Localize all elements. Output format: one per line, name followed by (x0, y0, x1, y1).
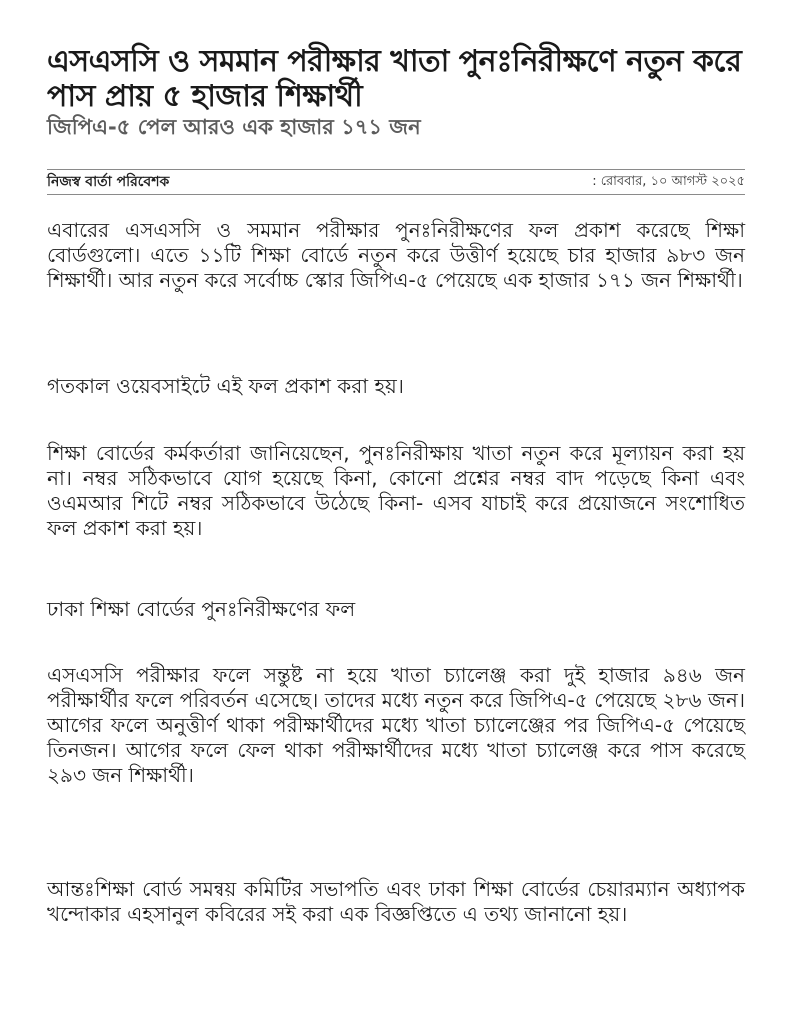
paragraph-intro: এবারের এসএসসি ও সমমান পরীক্ষার পুনঃনিরীক্ষণের ফল প্রকাশ করেছে শিক্ষা বোর্ডগুলো। এতে ১১টি শিক্ষা বোর্ডে নতুন করে উত্তীর্ণ হয়েছে চার হাজার ৯৮৩ জন শিক্ষার্থী। আর নতুন করে সর্বোচ্চ স্কোর জিপিএ-৫ পেয়েছে এক হাজার ১৭১ জন শিক্ষার্থী। (47, 218, 745, 292)
bottom-divider (47, 194, 745, 195)
article-subheadline: জিপিএ-৫ পেল আরও এক হাজার ১৭১ জন (47, 115, 421, 139)
dateline: : রোববার, ১০ আগস্ট ২০২৫ (592, 173, 745, 189)
paragraph-publication: গতকাল ওয়েবসাইটে এই ফল প্রকাশ করা হয়। (47, 374, 404, 398)
paragraph-source: আন্তঃশিক্ষা বোর্ড সমন্বয় কমিটির সভাপতি এবং ঢাকা শিক্ষা বোর্ডের চেয়ারম্যান অধ্যাপক খন্দোকার এহসানুল কবিরের সই করা এক বিজ্ঞপ্তিতে এ তথ্য জানানো হয়। (47, 877, 745, 926)
paragraph-dhaka-results: এসএসসি পরীক্ষার ফলে সন্তুষ্ট না হয়ে খাতা চ্যালেঞ্জ করা দুই হাজার ৯৪৬ জন পরীক্ষার্থীর ফলে পরিবর্তন এসেছে। তাদের মধ্যে নতুন করে জিপিএ-৫ পেয়েছে ২৮৬ জন। আগের ফলে অনুত্তীর্ণ থাকা পরীক্ষার্থীদের মধ্যে খাতা চ্যালেঞ্জের পর জিপিএ-৫ পেয়েছে তিনজন। আগের ফলে ফেল থাকা পরীক্ষার্থীদের মধ্যে খাতা চ্যালেঞ্জ করে পাস করেছে ২৯৩ জন শিক্ষার্থী। (47, 663, 745, 787)
paragraph-officials: শিক্ষা বোর্ডের কর্মকর্তারা জানিয়েছেন, পুনঃনিরীক্ষায় খাতা নতুন করে মূল্যায়ন করা হয় না। নম্বর সঠিকভাবে যোগ হয়েছে কিনা, কোনো প্রশ্নের নম্বর বাদ পড়েছে কিনা এবং ওএমআর শিটে নম্বর সঠিকভাবে উঠেছে কিনা- এসব যাচাই করে প্রয়োজনে সংশোধিত ফল প্রকাশ করা হয়। (47, 441, 745, 540)
byline-row (47, 172, 745, 192)
article-headline: এসএসসি ও সমমান পরীক্ষার খাতা পুনঃনিরীক্ষণে নতুন করে পাস প্রায় ৫ হাজার শিক্ষার্থী (47, 44, 742, 114)
byline: নিজস্ব বার্তা পরিবেশক (47, 174, 170, 190)
section-heading-dhaka-board: ঢাকা শিক্ষা বোর্ডের পুনঃনিরীক্ষণের ফল (47, 597, 356, 621)
